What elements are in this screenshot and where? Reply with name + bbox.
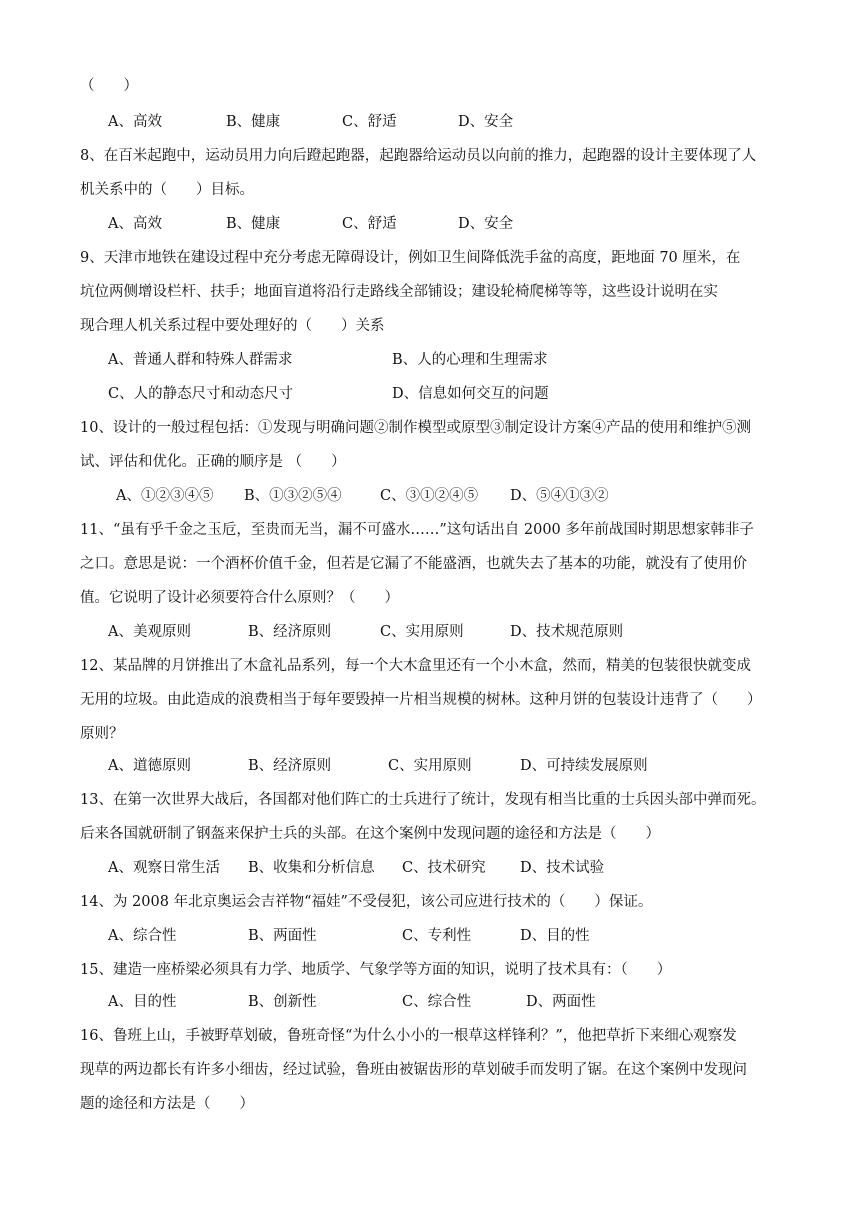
q12-option-d: D、可持续发展原则	[520, 758, 648, 774]
question-11-line-2: 之口。意思是说：一个酒杯价值千金，但若是它漏了不能盛酒，也就失去了基本的功能，就没有了使用价	[80, 556, 747, 572]
q7-option-d: D、安全	[458, 114, 514, 130]
q10-option-b: B、①③②⑤④	[244, 488, 342, 504]
q13-option-c: C、技术研究	[402, 860, 486, 876]
q15-option-b: B、创新性	[248, 994, 317, 1010]
q11-option-c: C、实用原则	[380, 624, 464, 640]
question-11-line-1: 11、“虽有乎千金之玉卮，至贵而无当，漏不可盛水……”这句话出自 2000 多年前战国时期思想家韩非子	[80, 522, 754, 538]
question-16-line-1: 16、鲁班上山，手被野草划破，鲁班奇怪“为什么小小的一根草这样锋利？”，他把草折下来细心观察发	[80, 1028, 737, 1044]
question-13-line-2: 后来各国就研制了钢盔来保护士兵的头部。在这个案例中发现问题的途径和方法是（ ）	[80, 826, 660, 842]
q7-option-c: C、舒适	[342, 114, 397, 130]
q10-option-c: C、③①②④⑤	[380, 488, 479, 504]
q7-option-a: A、高效	[108, 114, 162, 130]
q11-option-d: D、技术规范原则	[510, 624, 624, 640]
question-13-line-1: 13、在第一次世界大战后，各国都对他们阵亡的士兵进行了统计，发现有相当比重的士兵因头部中弹而死。	[80, 792, 766, 808]
q14-option-b: B、两面性	[248, 928, 317, 944]
question-9-line-2: 坑位两侧增设栏杆、扶手；地面盲道将沿行走路线全部铺设；建设轮椅爬梯等等，这些设计说明在实	[80, 284, 718, 300]
question-9-line-3: 现合理人机关系过程中要处理好的（ ）关系	[80, 318, 385, 334]
q13-option-d: D、技术试验	[520, 860, 605, 876]
q8-option-a: A、高效	[108, 216, 162, 232]
q14-option-a: A、综合性	[108, 928, 177, 944]
q15-option-c: C、综合性	[402, 994, 472, 1010]
q8-option-b: B、健康	[226, 216, 281, 232]
q12-option-c: C、实用原则	[388, 758, 472, 774]
question-8-line-1: 8、在百米起跑中，运动员用力向后蹬起跑器，起跑器给运动员以向前的推力，起跑器的设计主要体现了人	[80, 148, 757, 164]
question-10-line-1: 10、设计的一般过程包括：①发现与明确问题②制作模型或原型③制定设计方案④产品的使用和维护⑤测	[80, 420, 751, 436]
q10-option-d: D、⑤④①③②	[510, 488, 609, 504]
q10-option-a: A、①②③④⑤	[116, 488, 214, 504]
q13-option-a: A、观察日常生活	[108, 860, 220, 876]
q9-option-a: A、普通人群和特殊人群需求	[108, 352, 293, 368]
q15-option-a: A、目的性	[108, 994, 177, 1010]
question-11-line-3: 值。它说明了设计必须要符合什么原则？（ ）	[80, 590, 399, 606]
question-16-line-2: 现草的两边都长有许多小细齿，经过试验，鲁班由被锯齿形的草划破手而发明了锯。在这个案例中发现问	[80, 1062, 747, 1078]
q14-option-d: D、目的性	[520, 928, 590, 944]
q9-option-c: C、人的静态尺寸和动态尺寸	[108, 386, 294, 402]
question-8-line-2: 机关系中的（ ）目标。	[80, 182, 254, 198]
q7-option-b: B、健康	[226, 114, 281, 130]
q15-option-d: D、两面性	[526, 994, 596, 1010]
q8-option-c: C、舒适	[342, 216, 397, 232]
question-10-line-2: 试、评估和优化。正确的顺序是 （ ）	[80, 454, 346, 470]
question-15-line-1: 15、建造一座桥梁必须具有力学、地质学、气象学等方面的知识，说明了技术具有：（ ）	[80, 962, 672, 978]
q9-option-b: B、人的心理和生理需求	[392, 352, 548, 368]
q11-option-b: B、经济原则	[248, 624, 332, 640]
question-12-line-1: 12、某品牌的月饼推出了木盒礼品系列，每一个大木盒里还有一个小木盒，然而，精美的包装很快就变成	[80, 658, 751, 674]
question-14-line-1: 14、为 2008 年北京奥运会吉祥物“福娃”不受侵犯，该公司应进行技术的（ ）保证。	[80, 894, 653, 910]
question-7-bracket: （ ）	[80, 78, 138, 94]
question-9-line-1: 9、天津市地铁在建设过程中充分考虑无障碍设计，例如卫生间降低洗手盆的高度，距地面 70 厘米，在	[80, 250, 741, 266]
q8-option-d: D、安全	[458, 216, 514, 232]
q13-option-b: B、收集和分析信息	[248, 860, 375, 876]
question-12-line-3: 原则？	[80, 726, 124, 742]
q12-option-b: B、经济原则	[248, 758, 332, 774]
q12-option-a: A、道德原则	[108, 758, 191, 774]
question-16-line-3: 题的途径和方法是（ ）	[80, 1096, 254, 1112]
question-12-line-2: 无用的垃圾。由此造成的浪费相当于每年要毁掉一片相当规模的树林。这种月饼的包装设计违背了（ ）	[80, 692, 762, 708]
q14-option-c: C、专利性	[402, 928, 472, 944]
q11-option-a: A、美观原则	[108, 624, 191, 640]
q9-option-d: D、信息如何交互的问题	[392, 386, 549, 402]
